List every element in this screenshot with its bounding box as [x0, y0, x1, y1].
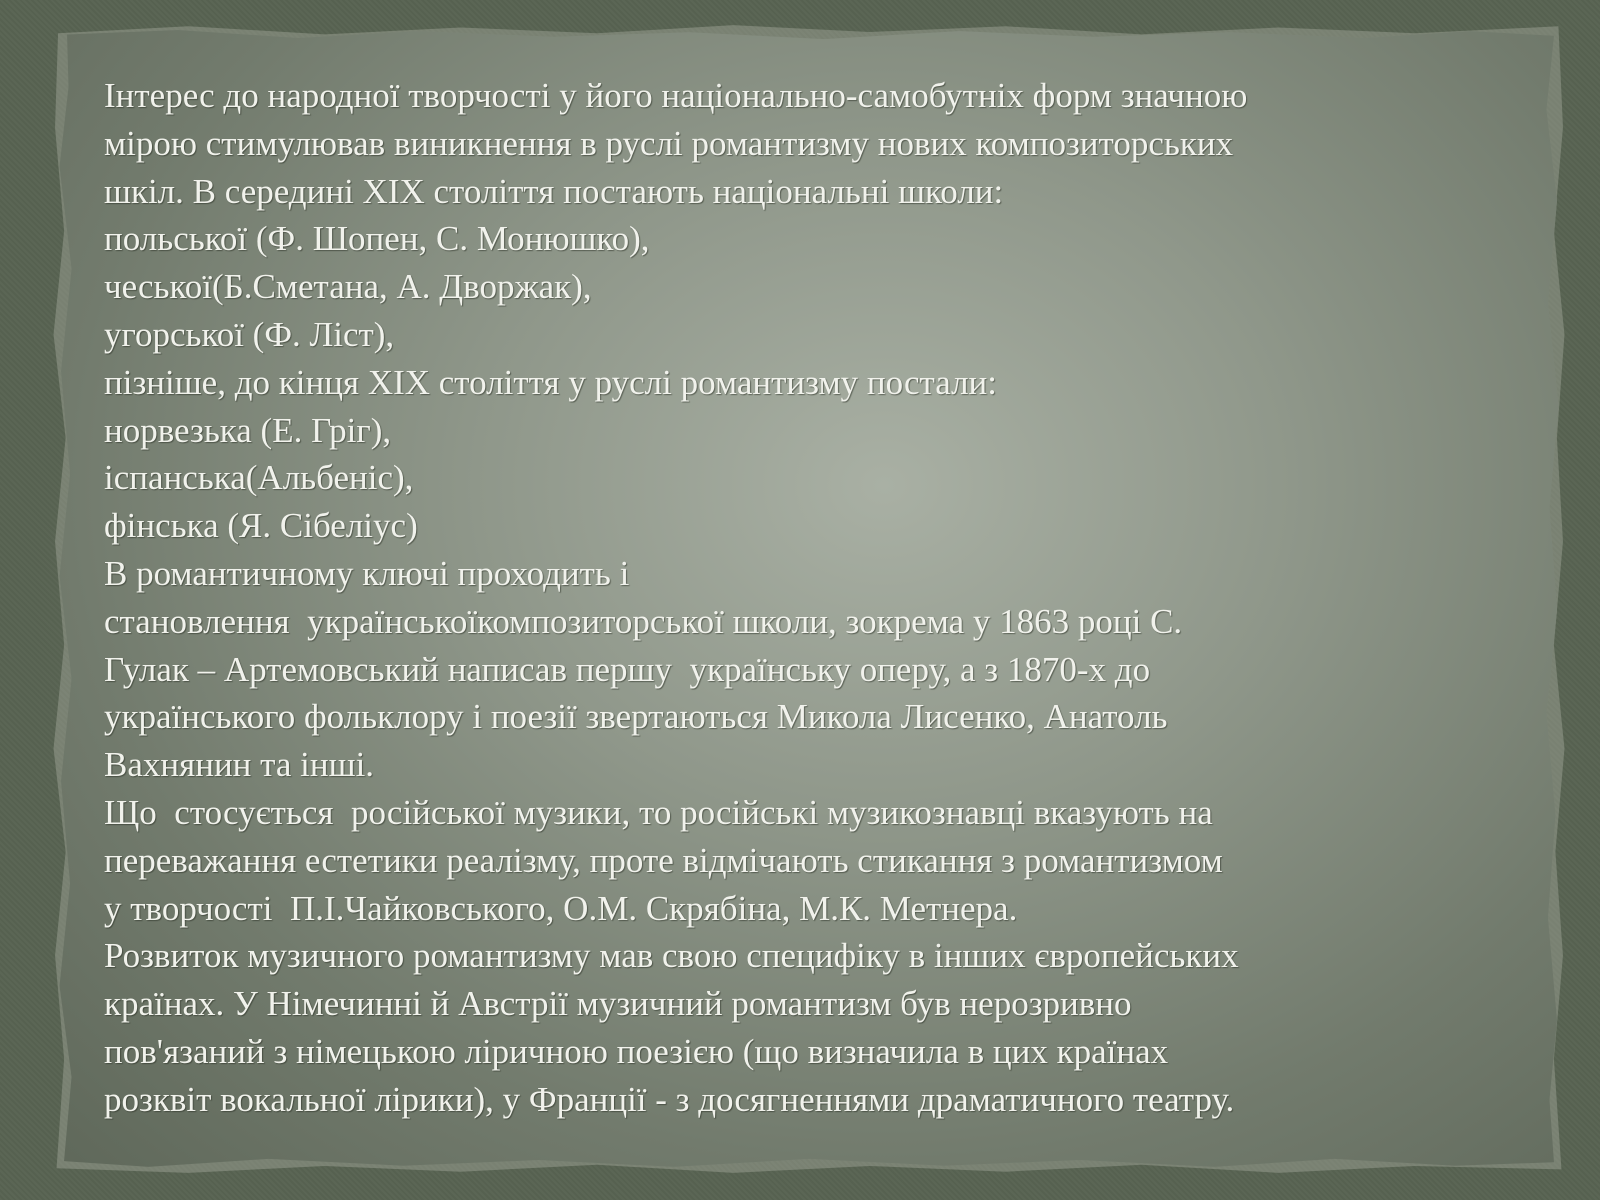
text-line: українського фольклору і поезії звертаються Микола Лисенко, Анатоль — [104, 697, 1168, 737]
text-line: пізніше, до кінця XIX століття у руслі романтизму постали: — [104, 362, 997, 402]
text-line: країнах. У Німечинні й Австрії музичний романтизм був нерозривно — [104, 984, 1132, 1024]
text-line: у творчості П.І.Чайковського, О.М. Скрябіна, М.К. Метнера. — [104, 888, 1018, 928]
text-line: угорської (Ф. Ліст), — [104, 314, 395, 354]
text-line: Розвиток музичного романтизму мав свою специфіку в інших європейських — [104, 936, 1239, 976]
slide-text-body — [104, 72, 1504, 1124]
text-line: Вахнянин та інші. — [104, 745, 375, 785]
text-line: іспанська(Альбеніс), — [104, 458, 414, 498]
text-line: норвезька (Е. Гріг), — [104, 410, 392, 450]
text-line: чеської(Б.Сметана, А. Дворжак), — [104, 267, 592, 307]
text-line: становлення українськоїкомпозиторської школи, зокрема у 1863 році С. — [104, 601, 1183, 641]
text-line: польської (Ф. Шопен, С. Монюшко), — [104, 219, 650, 259]
text-line: розквіт вокальної лірики), у Франції - з досягненнями драматичного театру. — [104, 1079, 1235, 1119]
text-line: Гулак – Артемовський написав першу українську оперу, а з 1870-х до — [104, 649, 1151, 689]
text-line: шкіл. В середині XIX століття постають національні школи: — [104, 171, 1004, 211]
text-line: мірою стимулював виникнення в руслі романтизму нових композиторських — [104, 123, 1234, 163]
text-line: Інтерес до народної творчості у його національно-самобутніх форм значною — [104, 76, 1248, 115]
text-line: пов'язаний з німецькою ліричною поезією (що визначила в цих країнах — [104, 1031, 1169, 1071]
text-line: переважання естетики реалізму, проте відмічають стикання з романтизмом — [104, 840, 1223, 880]
text-line: В романтичному ключі проходить і — [104, 553, 630, 593]
text-line: Що стосується російської музики, то російські музикознавці вказують на — [104, 792, 1213, 832]
text-line: фінська (Я. Сібеліус) — [104, 506, 418, 546]
